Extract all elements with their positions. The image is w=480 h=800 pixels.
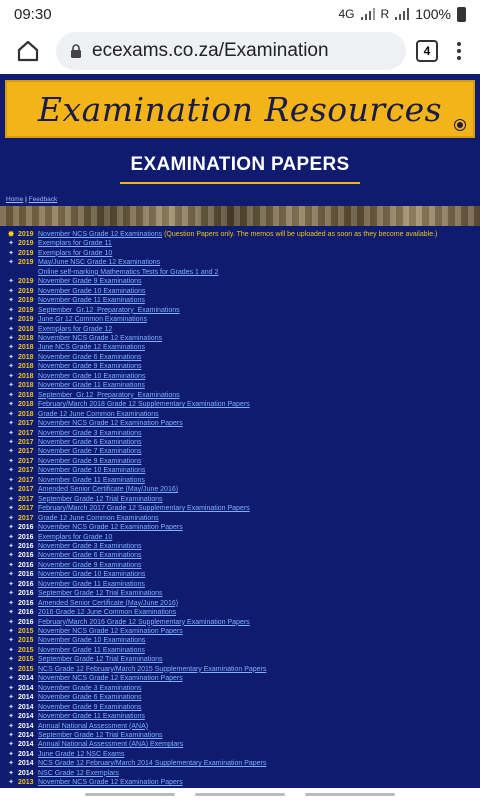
list-item-link[interactable]: November Grade 11 Examinations bbox=[38, 382, 145, 390]
list-item-link[interactable]: NSC Grade 12 Exemplars bbox=[38, 769, 119, 777]
list-item bbox=[4, 646, 476, 655]
bullet-icon: ✦ bbox=[8, 391, 14, 399]
list-item-link[interactable]: November NCS Grade 12 Examinations bbox=[38, 334, 163, 342]
list-item bbox=[4, 769, 476, 778]
list-item-year: 2018 bbox=[18, 382, 34, 390]
list-item bbox=[4, 249, 476, 258]
bullet-icon: ✦ bbox=[8, 656, 14, 664]
list-item-link[interactable]: November NCS Grade 12 Examination Papers bbox=[38, 420, 183, 428]
list-item-link[interactable]: Grade 12 June Common Examinations bbox=[38, 410, 159, 418]
list-item-year: 2016 bbox=[18, 524, 34, 532]
list-item-year: 2017 bbox=[18, 476, 34, 484]
list-item bbox=[4, 343, 476, 352]
bullet-icon: ✦ bbox=[8, 410, 14, 418]
bullet-icon: ✦ bbox=[8, 495, 14, 503]
list-item-link[interactable]: June NCS Grade 12 Examinations bbox=[38, 344, 145, 352]
bullet-icon: ✦ bbox=[8, 599, 14, 607]
title-divider bbox=[120, 182, 360, 184]
list-item-link[interactable]: November Grade 11 Examinations bbox=[38, 646, 145, 654]
list-item-link[interactable]: February/March 2016 Grade 12 Supplementary Examination Papers bbox=[38, 618, 250, 626]
bullet-icon: ✦ bbox=[8, 259, 14, 267]
bullet-icon: ✦ bbox=[8, 505, 14, 513]
list-item-link[interactable]: November Grade 6 Examinations bbox=[38, 438, 142, 446]
bullet-icon: ✦ bbox=[8, 561, 14, 569]
bullet-icon: ✦ bbox=[8, 732, 14, 740]
list-item-year: 2018 bbox=[18, 410, 34, 418]
list-item-link[interactable]: November NCS Grade 12 Examination Papers bbox=[38, 628, 183, 636]
bullet-icon: ✦ bbox=[8, 580, 14, 588]
list-item-year: 2017 bbox=[18, 429, 34, 437]
bullet-icon: ✦ bbox=[8, 769, 14, 777]
list-item-link[interactable]: Annual National Assessment (ANA) Exemplars bbox=[38, 741, 184, 749]
list-item-year: 2019 bbox=[18, 240, 34, 248]
bullet-icon: ✦ bbox=[8, 571, 14, 579]
list-item-link[interactable]: September Grade 12 Trial Examinations bbox=[38, 590, 163, 598]
list-item bbox=[4, 495, 476, 504]
list-item-link[interactable]: Annual National Assessment (ANA) bbox=[38, 722, 149, 730]
list-item-year: 2016 bbox=[18, 618, 34, 626]
bullet-icon: ✦ bbox=[8, 779, 14, 787]
list-item-link[interactable]: November Grade 11 Examinations bbox=[38, 476, 145, 484]
list-item-link[interactable]: November Grade 6 Examinations bbox=[38, 353, 142, 361]
banner-title: Examination Resources bbox=[37, 89, 443, 129]
list-item-year: 2018 bbox=[18, 372, 34, 380]
list-item-year: 2017 bbox=[18, 505, 34, 513]
list-item-link[interactable]: November Grade 3 Examinations bbox=[38, 684, 142, 692]
list-item-link[interactable]: September Grade 12 Trial Examinations bbox=[38, 656, 163, 664]
list-item bbox=[4, 268, 476, 277]
list-item-year: 2017 bbox=[18, 438, 34, 446]
list-item-year: 2018 bbox=[18, 391, 34, 399]
bullet-icon: ✦ bbox=[8, 448, 14, 456]
list-item-year: 2016 bbox=[18, 609, 34, 617]
list-item-link[interactable]: November Grade 10 Examinations bbox=[38, 571, 146, 579]
list-item bbox=[4, 712, 476, 721]
list-item-link[interactable]: November Grade 9 Examinations bbox=[38, 457, 142, 465]
gesture-bar bbox=[0, 788, 480, 800]
list-item bbox=[4, 542, 476, 551]
list-item-year: 2018 bbox=[18, 363, 34, 371]
list-item-year: 2018 bbox=[18, 353, 34, 361]
list-item bbox=[4, 419, 476, 428]
list-item-link[interactable]: November Grade 6 Examinations bbox=[38, 694, 142, 702]
list-item-year: 2016 bbox=[18, 552, 34, 560]
list-item-year: 2018 bbox=[18, 325, 34, 333]
list-item bbox=[4, 740, 476, 749]
list-item-link[interactable]: September_Gr.12_Preparatory_Examinations bbox=[38, 391, 180, 399]
list-item bbox=[4, 731, 476, 740]
list-item-link[interactable]: November NCS Grade 12 Examinations bbox=[38, 231, 163, 238]
list-item-link[interactable]: Exemplars for Grade 10 bbox=[38, 249, 113, 257]
list-item-year: 2017 bbox=[18, 495, 34, 503]
list-item-year: 2015 bbox=[18, 646, 34, 654]
list-item-year: 2019 bbox=[18, 278, 34, 286]
list-item bbox=[4, 618, 476, 627]
list-item bbox=[4, 372, 476, 381]
bullet-icon: ✦ bbox=[8, 722, 14, 730]
bullet-icon: ✦ bbox=[8, 401, 14, 409]
list-item-note: (Question Papers only. The memos will be uploaded as soon as they become available.) bbox=[164, 231, 438, 238]
list-item bbox=[4, 429, 476, 438]
list-item bbox=[4, 750, 476, 759]
list-item bbox=[4, 636, 476, 645]
list-item-link[interactable]: November Grade 11 Examinations bbox=[38, 297, 145, 305]
list-item-link[interactable]: November NCS Grade 12 Examination Papers bbox=[38, 779, 183, 787]
list-item bbox=[4, 693, 476, 702]
list-item bbox=[4, 230, 476, 239]
bullet-icon: ✦ bbox=[8, 297, 14, 305]
list-item-link[interactable]: November Grade 6 Examinations bbox=[38, 552, 142, 560]
list-item bbox=[4, 778, 476, 787]
browser-toolbar bbox=[0, 28, 480, 74]
list-item-year: 2019 bbox=[18, 249, 34, 257]
list-item bbox=[4, 703, 476, 712]
list-item-link[interactable]: November Grade 3 Examinations bbox=[38, 542, 142, 550]
list-item bbox=[4, 410, 476, 419]
bullet-icon: ✦ bbox=[8, 590, 14, 598]
list-item-link[interactable]: November Grade 11 Examinations bbox=[38, 713, 145, 721]
list-item bbox=[4, 287, 476, 296]
battery-percent: 100% bbox=[415, 6, 451, 22]
list-item bbox=[4, 306, 476, 315]
list-item-link[interactable]: November Grade 3 Examinations bbox=[38, 429, 142, 437]
list-item bbox=[4, 485, 476, 494]
list-item-year: 2015 bbox=[18, 656, 34, 664]
bullet-icon: ✦ bbox=[8, 278, 14, 286]
address-bar[interactable] bbox=[56, 32, 406, 70]
list-item-year: 2016 bbox=[18, 599, 34, 607]
list-item-link[interactable]: September Grade 12 Trial Examinations bbox=[38, 732, 163, 740]
list-item-link[interactable]: May/June NSC Grade 12 Examinations bbox=[38, 259, 161, 267]
bullet-icon: ✦ bbox=[8, 249, 14, 257]
list-item-link[interactable]: November Grade 10 Examinations bbox=[38, 637, 146, 645]
list-item-link[interactable]: November Grade 9 Examinations bbox=[38, 703, 142, 711]
list-item bbox=[4, 391, 476, 400]
web-page bbox=[0, 74, 480, 788]
list-item bbox=[4, 684, 476, 693]
list-item-year: 2014 bbox=[18, 750, 34, 758]
home-icon[interactable] bbox=[10, 33, 46, 69]
list-item bbox=[4, 381, 476, 390]
signal-icon-2 bbox=[395, 8, 409, 20]
page-title: EXAMINATION PAPERS bbox=[130, 154, 350, 175]
bullet-icon: ✦ bbox=[8, 334, 14, 342]
list-item bbox=[4, 759, 476, 768]
list-item-year: 2019 bbox=[18, 259, 34, 267]
list-item bbox=[4, 277, 476, 286]
status-bar bbox=[0, 0, 480, 28]
bullet-icon: ✦ bbox=[8, 741, 14, 749]
list-item-year: 2014 bbox=[18, 722, 34, 730]
breadcrumb: Home | Feedback bbox=[6, 196, 58, 203]
list-item bbox=[4, 608, 476, 617]
list-item bbox=[4, 239, 476, 248]
list-item-link[interactable]: November Grade 7 Examinations bbox=[38, 448, 142, 456]
bullet-icon: ✦ bbox=[8, 457, 14, 465]
banner-logo-icon bbox=[455, 120, 465, 130]
list-item-year: 2014 bbox=[18, 703, 34, 711]
bullet-icon: ✦ bbox=[8, 694, 14, 702]
list-item-year: 2016 bbox=[18, 561, 34, 569]
list-item bbox=[4, 400, 476, 409]
bullet-icon: ✦ bbox=[8, 316, 14, 324]
bullet-icon: ✦ bbox=[8, 675, 14, 683]
list-item bbox=[4, 523, 476, 532]
list-item-year: 2014 bbox=[18, 732, 34, 740]
bullet-icon: ✦ bbox=[8, 542, 14, 550]
bullet-icon: ✦ bbox=[8, 628, 14, 636]
bullet-icon: ✦ bbox=[8, 240, 14, 248]
list-item-year: 2014 bbox=[18, 741, 34, 749]
list-item bbox=[4, 258, 476, 267]
list-item-link[interactable]: September_Gr.12_Preparatory_Examinations bbox=[38, 306, 180, 314]
bullet-icon: ✦ bbox=[8, 703, 14, 711]
bullet-icon: ✦ bbox=[8, 372, 14, 380]
list-item-link[interactable]: November NCS Grade 12 Examination Papers bbox=[38, 675, 183, 683]
list-item bbox=[4, 438, 476, 447]
list-item-year: 2015 bbox=[18, 665, 34, 673]
list-item-link[interactable]: 2016 Grade 12 June Common Examinations bbox=[38, 609, 177, 617]
bullet-icon: ✦ bbox=[8, 524, 14, 532]
list-item-year: 2019 bbox=[18, 231, 34, 238]
list-item-year: 2017 bbox=[18, 467, 34, 475]
list-item-year: 2017 bbox=[18, 448, 34, 456]
feedback-link[interactable]: Feedback bbox=[28, 196, 58, 203]
bullet-icon: ✦ bbox=[8, 287, 14, 295]
list-item-year: 2016 bbox=[18, 571, 34, 579]
bullet-icon: ✦ bbox=[8, 637, 14, 645]
bullet-icon: ✦ bbox=[8, 420, 14, 428]
list-item-link[interactable]: Exemplars for Grade 12 bbox=[38, 325, 113, 333]
list-item bbox=[4, 315, 476, 324]
list-item-year: 2014 bbox=[18, 684, 34, 692]
list-item-year: 2016 bbox=[18, 580, 34, 588]
list-item-link[interactable]: November Grade 9 Examinations bbox=[38, 363, 142, 371]
list-item-year: 2014 bbox=[18, 694, 34, 702]
list-item-year: 2016 bbox=[18, 533, 34, 541]
list-item-link[interactable]: November Grade 9 Examinations bbox=[38, 561, 142, 569]
list-item bbox=[4, 533, 476, 542]
tab-switcher-button[interactable]: 4 bbox=[416, 40, 438, 62]
header-photo bbox=[0, 206, 480, 226]
network-type: 4G bbox=[338, 7, 355, 21]
list-item-link[interactable]: September Grade 12 Trial Examinations bbox=[38, 495, 163, 503]
list-item-link[interactable]: November Grade 10 Examinations bbox=[38, 287, 146, 295]
list-item-link[interactable]: Grade 12 June Common Examinations bbox=[38, 514, 159, 522]
list-item bbox=[4, 447, 476, 456]
list-item-year: 2017 bbox=[18, 514, 34, 522]
list-item-link[interactable]: Online self-marking Mathematics Tests for Grades 1 and 2 bbox=[38, 268, 219, 276]
bullet-icon: ✦ bbox=[8, 646, 14, 654]
bullet-icon: ✦ bbox=[8, 382, 14, 390]
list-item-year: 2019 bbox=[18, 297, 34, 305]
bullet-icon: ✦ bbox=[8, 363, 14, 371]
bullet-icon: ✦ bbox=[8, 618, 14, 626]
list-item-link[interactable]: November Grade 10 Examinations bbox=[38, 467, 146, 475]
list-item-link[interactable]: Exemplars for Grade 10 bbox=[38, 533, 113, 541]
list-item bbox=[4, 325, 476, 334]
list-item-link[interactable]: NCS Grade 12 February/March 2014 Supplementary Examination Papers bbox=[38, 760, 267, 768]
bullet-icon: ✦ bbox=[8, 344, 14, 352]
bullet-icon: ✦ bbox=[8, 325, 14, 333]
list-item-year: 2016 bbox=[18, 542, 34, 550]
list-item-year: 2017 bbox=[18, 457, 34, 465]
bullet-icon: ✦ bbox=[8, 514, 14, 522]
list-item bbox=[4, 674, 476, 683]
signal-icon bbox=[361, 8, 375, 20]
list-item-link[interactable]: February/March 2017 Grade 12 Supplementary Examination Papers bbox=[38, 505, 250, 513]
bullet-icon: ✦ bbox=[8, 306, 14, 314]
more-menu-icon[interactable] bbox=[448, 42, 470, 60]
list-item-year: 2014 bbox=[18, 675, 34, 683]
list-item bbox=[4, 353, 476, 362]
list-item-year: 2019 bbox=[18, 316, 34, 324]
list-item-link[interactable]: June Gr 12 Common Examinations bbox=[38, 316, 147, 324]
list-item-year: 2016 bbox=[18, 590, 34, 598]
bullet-icon: ✦ bbox=[8, 486, 14, 494]
bullet-icon: ✦ bbox=[8, 476, 14, 484]
list-item-year: 2013 bbox=[18, 779, 34, 787]
list-item bbox=[4, 551, 476, 560]
bullet-icon: ✦ bbox=[8, 760, 14, 768]
list-item-year: 2018 bbox=[18, 401, 34, 409]
list-item bbox=[4, 599, 476, 608]
list-item-link[interactable]: November Grade 9 Examinations bbox=[38, 278, 142, 286]
battery-icon bbox=[457, 7, 466, 22]
bullet-icon: ✦ bbox=[8, 750, 14, 758]
list-item-year: 2014 bbox=[18, 760, 34, 768]
list-item-link[interactable]: November NCS Grade 12 Examination Papers bbox=[38, 524, 183, 532]
list-item-year: 2015 bbox=[18, 628, 34, 636]
list-item-year: 2018 bbox=[18, 334, 34, 342]
list-item-year: 2018 bbox=[18, 344, 34, 352]
home-link[interactable]: Home bbox=[6, 196, 24, 203]
list-item-year: 2015 bbox=[18, 637, 34, 645]
status-icons bbox=[339, 6, 467, 22]
url-text: ecexams.co.za/Examination bbox=[92, 40, 329, 61]
list-item-link[interactable]: Exemplars for Grade 11 bbox=[38, 240, 112, 248]
list-item-year: 2017 bbox=[18, 420, 34, 428]
roaming-indicator: R bbox=[380, 7, 390, 21]
site-banner bbox=[5, 80, 475, 138]
list-item bbox=[4, 514, 476, 523]
list-item-year: 2019 bbox=[18, 287, 34, 295]
list-item bbox=[4, 570, 476, 579]
list-item bbox=[4, 665, 476, 674]
list-item-link[interactable]: November Grade 10 Examinations bbox=[38, 372, 146, 380]
list-item bbox=[4, 504, 476, 513]
list-item-link[interactable]: June Grade 12 NSC Exams bbox=[38, 750, 125, 758]
status-time: 09:30 bbox=[14, 5, 52, 23]
list-item-year: 2019 bbox=[18, 306, 34, 314]
list-item bbox=[4, 561, 476, 570]
new-star-icon: ✸ bbox=[7, 229, 15, 239]
list-item bbox=[4, 457, 476, 466]
bullet-icon: ✦ bbox=[8, 552, 14, 560]
list-item-link[interactable]: November Grade 11 Examinations bbox=[38, 580, 145, 588]
bullet-icon: ✦ bbox=[8, 684, 14, 692]
list-item-link[interactable]: NCS Grade 12 February/March 2015 Supplementary Examination Papers bbox=[38, 665, 267, 673]
list-item bbox=[4, 334, 476, 343]
list-item bbox=[4, 655, 476, 664]
list-item bbox=[4, 627, 476, 636]
bullet-icon: ✦ bbox=[8, 429, 14, 437]
bullet-icon: ✦ bbox=[8, 533, 14, 541]
list-item bbox=[4, 589, 476, 598]
list-item bbox=[4, 466, 476, 475]
list-item-year: 2014 bbox=[18, 769, 34, 777]
bullet-icon: ✦ bbox=[8, 609, 14, 617]
bullet-icon: ✦ bbox=[8, 665, 14, 673]
exam-list bbox=[0, 230, 480, 797]
lock-icon bbox=[70, 44, 82, 58]
bullet-icon: ✦ bbox=[8, 467, 14, 475]
list-item bbox=[4, 722, 476, 731]
list-item-link[interactable]: Amended Senior Certificate (May/June 2016) bbox=[38, 599, 179, 607]
bullet-icon: ✦ bbox=[8, 713, 14, 721]
list-item-year: 2014 bbox=[18, 713, 34, 721]
list-item-year: 2017 bbox=[18, 486, 34, 494]
bullet-icon: ✦ bbox=[8, 353, 14, 361]
list-item-link[interactable]: Amended Senior Certificate (May/June 2016) bbox=[38, 486, 179, 494]
list-item bbox=[4, 296, 476, 305]
list-item bbox=[4, 362, 476, 371]
list-item bbox=[4, 580, 476, 589]
list-item-link[interactable]: February/March 2018 Grade 12 Supplementary Examination Papers bbox=[38, 401, 250, 409]
list-item bbox=[4, 476, 476, 485]
bullet-icon: ✦ bbox=[8, 438, 14, 446]
